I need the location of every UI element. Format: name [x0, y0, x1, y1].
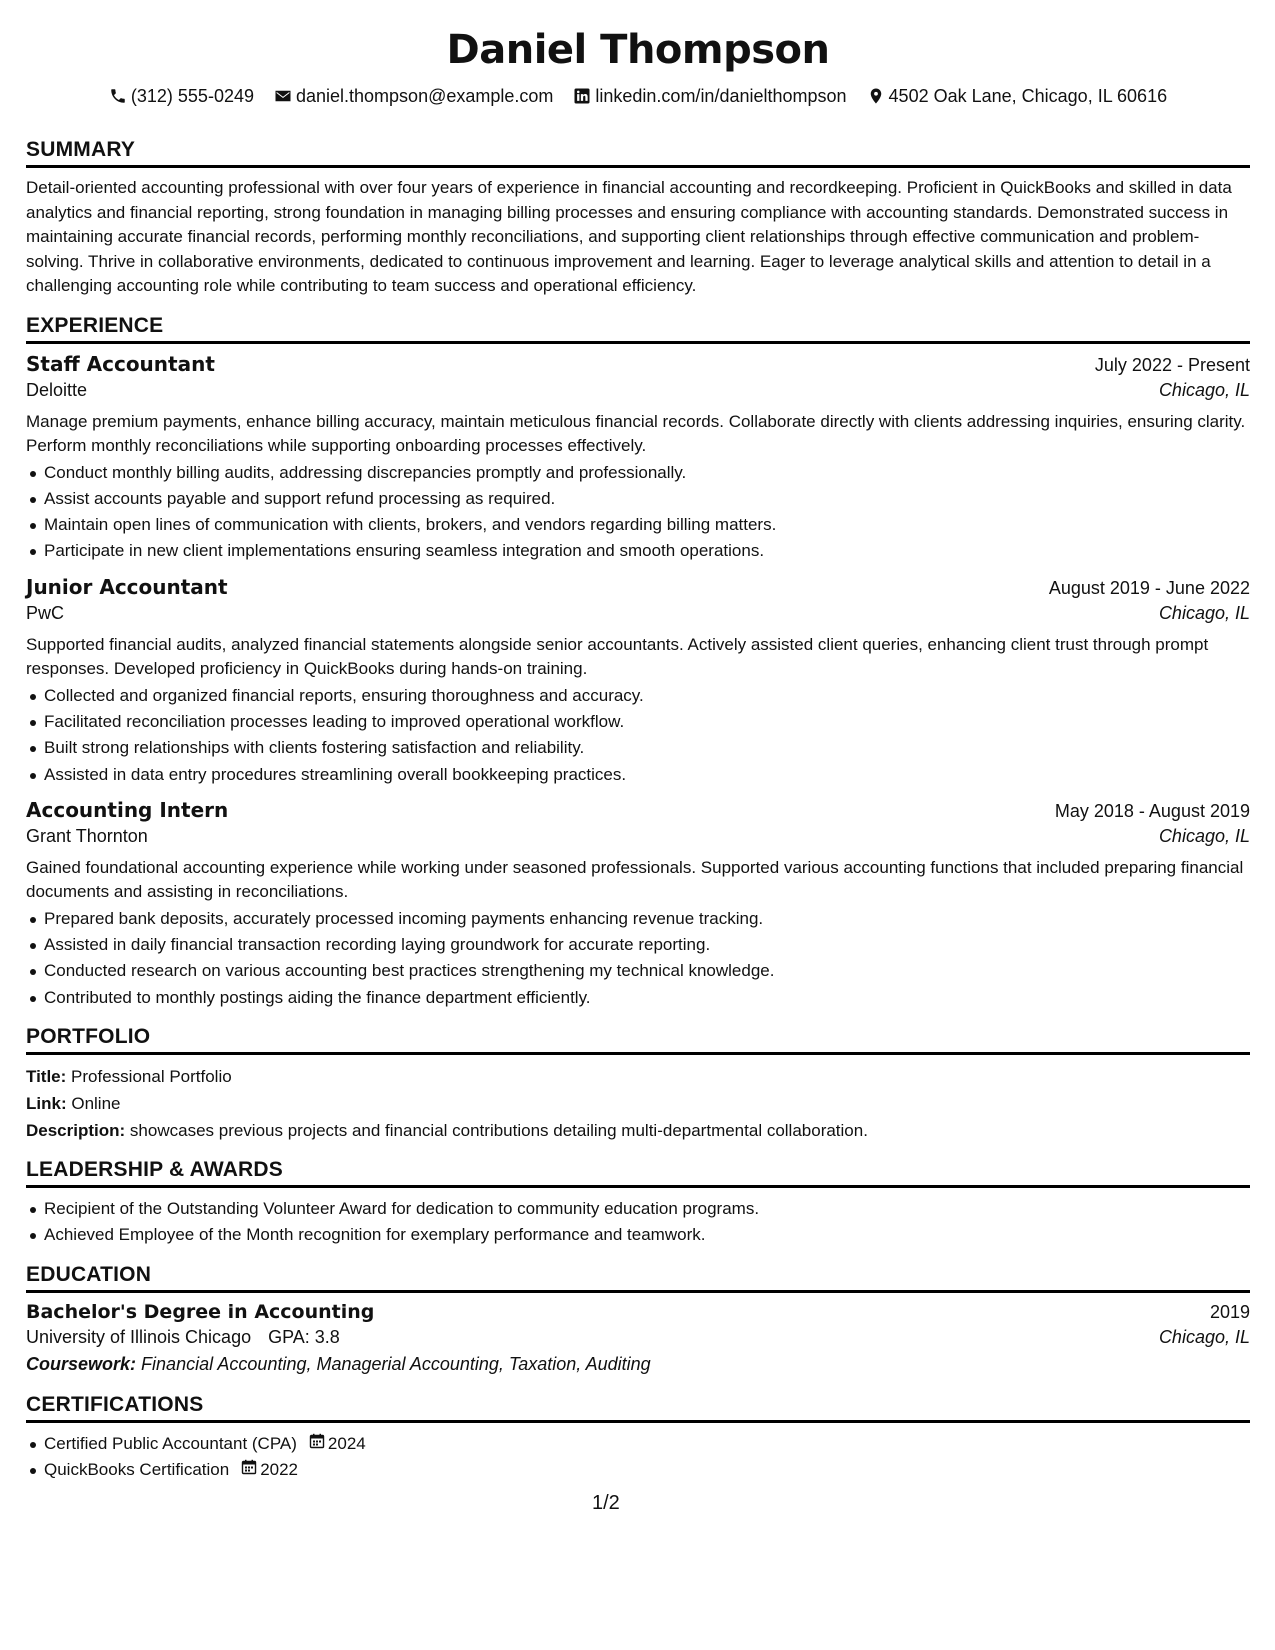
list-item: Contributed to monthly postings aiding the finance department efficiently.	[44, 985, 1250, 1011]
company-name: Deloitte	[26, 379, 88, 400]
email-text[interactable]: daniel.thompson@example.com	[295, 85, 554, 106]
resume-page	[26, 0, 1250, 1483]
list-item: Facilitated reconciliation processes leading to improved operational workflow.	[44, 709, 1250, 735]
experience-section	[26, 314, 1250, 1012]
section-heading: EXPERIENCE	[26, 314, 1250, 344]
school-location: Chicago, IL	[1158, 1326, 1250, 1347]
degree-title: Bachelor's Degree in Accounting	[26, 1300, 375, 1323]
awards-list	[26, 1196, 1250, 1249]
certification-year: 2022	[260, 1459, 299, 1479]
contact-bar	[26, 82, 1250, 110]
job-dates: July 2022 - Present	[1094, 354, 1250, 375]
portfolio-desc-label: Description:	[26, 1121, 126, 1141]
summary-text: Detail-oriented accounting professional with over four years of experience in financial accounting and recordkeeping. Proficient in QuickBooks and skilled in data analytics and financial reporting, strong foundation in managing billing processes and ensuring compliance with accounting standards. Demonstrated success in maintaining accurate financial records, performing monthly reconciliations, and supporting client relationships through effective communication and problem-solving. Thrive in collaborative environments, dedicated to continuous improvement and learning. Eager to leverage analytical skills and attention to detail in a challenging accounting role while contributing to team success and operational efficiency.	[26, 178, 1232, 295]
job-bullets	[26, 906, 1250, 1011]
portfolio-link-label: Link:	[26, 1094, 67, 1114]
job-title: Accounting Intern	[26, 797, 229, 822]
job-title: Staff Accountant	[26, 351, 215, 376]
certifications-list	[26, 1431, 1250, 1484]
list-item: Conduct monthly billing audits, addressing discrepancies promptly and professionally.	[44, 460, 1250, 486]
job-bullets	[26, 683, 1250, 788]
job-dates: August 2019 - June 2022	[1048, 577, 1250, 598]
leadership-section	[26, 1158, 1250, 1249]
contact-phone	[109, 86, 254, 107]
job-entry	[26, 798, 1250, 1011]
calendar-icon	[241, 1457, 257, 1483]
section-heading: CERTIFICATIONS	[26, 1393, 1250, 1423]
list-item	[44, 1457, 1250, 1483]
section-heading: EDUCATION	[26, 1263, 1250, 1293]
job-entry	[26, 575, 1250, 788]
certifications-section	[26, 1393, 1250, 1484]
coursework	[26, 1354, 1250, 1375]
portfolio-link	[26, 1090, 1250, 1117]
list-item: Assisted in data entry procedures streamlining overall bookkeeping practices.	[44, 762, 1250, 788]
graduation-year: 2019	[1209, 1301, 1250, 1322]
portfolio-title	[26, 1063, 1250, 1090]
list-item: Recipient of the Outstanding Volunteer Award for dedication to community education programs.	[44, 1196, 1250, 1222]
job-description: Gained foundational accounting experience while working under seasoned professionals. Supported various accounting functions that included preparing financial documents and assisting in reconciliations.	[26, 857, 1244, 902]
coursework-list: Financial Accounting, Managerial Accounting, Taxation, Auditing	[141, 1353, 651, 1374]
education-section	[26, 1263, 1250, 1375]
gpa: GPA: 3.8	[268, 1326, 340, 1347]
company-name: Grant Thornton	[26, 825, 148, 846]
list-item: Participate in new client implementations ensuring seamless integration and smooth operations.	[44, 538, 1250, 564]
job-description: Supported financial audits, analyzed financial statements alongside senior accountants. Actively assisted client queries, enhancing client trust through prompt responses. Developed proficiency in QuickBooks during hands-on training.	[26, 634, 1209, 679]
contact-linkedin[interactable]	[573, 86, 846, 107]
calendar-icon	[309, 1431, 325, 1457]
portfolio-title-value: Professional Portfolio	[71, 1067, 232, 1087]
section-heading: PORTFOLIO	[26, 1025, 1250, 1055]
phone-text: (312) 555-0249	[130, 85, 254, 106]
portfolio-desc-value: showcases previous projects and financial contributions detailing multi-departmental collaboration.	[129, 1121, 868, 1141]
list-item: Achieved Employee of the Month recognition for exemplary performance and teamwork.	[44, 1222, 1250, 1248]
list-item: Assist accounts payable and support refund processing as required.	[44, 486, 1250, 512]
envelope-icon	[274, 87, 292, 105]
list-item: Conducted research on various accounting best practices strengthening my technical knowledge.	[44, 958, 1250, 984]
section-heading: SUMMARY	[26, 138, 1250, 168]
page-number: 1/2	[592, 1492, 620, 1514]
portfolio-link-value[interactable]: Online	[71, 1094, 121, 1114]
list-item: Maintain open lines of communication with clients, brokers, and vendors regarding billing matters.	[44, 512, 1250, 538]
school-name: University of Illinois Chicago	[26, 1326, 252, 1347]
linkedin-text[interactable]: linkedin.com/in/danielthompson	[595, 85, 847, 106]
portfolio-description	[26, 1117, 1250, 1144]
certification-name: QuickBooks Certification	[44, 1459, 230, 1479]
list-item: Collected and organized financial reports, ensuring thoroughness and accuracy.	[44, 683, 1250, 709]
coursework-label: Coursework:	[26, 1353, 137, 1374]
portfolio-section	[26, 1025, 1250, 1144]
certification-year: 2024	[327, 1433, 366, 1453]
company-name: PwC	[26, 602, 65, 623]
portfolio-title-label: Title:	[26, 1067, 67, 1087]
contact-email[interactable]	[274, 86, 553, 107]
list-item	[44, 1431, 1250, 1457]
contact-address	[867, 86, 1168, 107]
job-location: Chicago, IL	[1158, 379, 1250, 400]
section-heading: LEADERSHIP & AWARDS	[26, 1158, 1250, 1188]
list-item: Built strong relationships with clients fostering satisfaction and reliability.	[44, 735, 1250, 761]
phone-icon	[109, 87, 127, 105]
list-item: Prepared bank deposits, accurately processed incoming payments enhancing revenue tracking.	[44, 906, 1250, 932]
list-item: Assisted in daily financial transaction recording laying groundwork for accurate reporting.	[44, 932, 1250, 958]
job-description: Manage premium payments, enhance billing accuracy, maintain meticulous financial records. Collaborate directly with clients addressing inquiries, ensuring clarity. Perform monthly reconciliations while supporting onboarding processes effectively.	[26, 411, 1246, 455]
summary-section	[26, 138, 1250, 299]
certification-name: Certified Public Accountant (CPA)	[44, 1433, 297, 1453]
job-title: Junior Accountant	[26, 574, 228, 599]
linkedin-icon	[573, 87, 591, 105]
address-text: 4502 Oak Lane, Chicago, IL 60616	[888, 85, 1168, 106]
job-bullets	[26, 460, 1250, 565]
job-location: Chicago, IL	[1158, 825, 1250, 846]
job-dates: May 2018 - August 2019	[1054, 800, 1250, 821]
job-location: Chicago, IL	[1158, 602, 1250, 623]
job-entry	[26, 352, 1250, 565]
candidate-name: Daniel Thompson	[446, 27, 830, 73]
map-pin-icon	[867, 87, 885, 105]
